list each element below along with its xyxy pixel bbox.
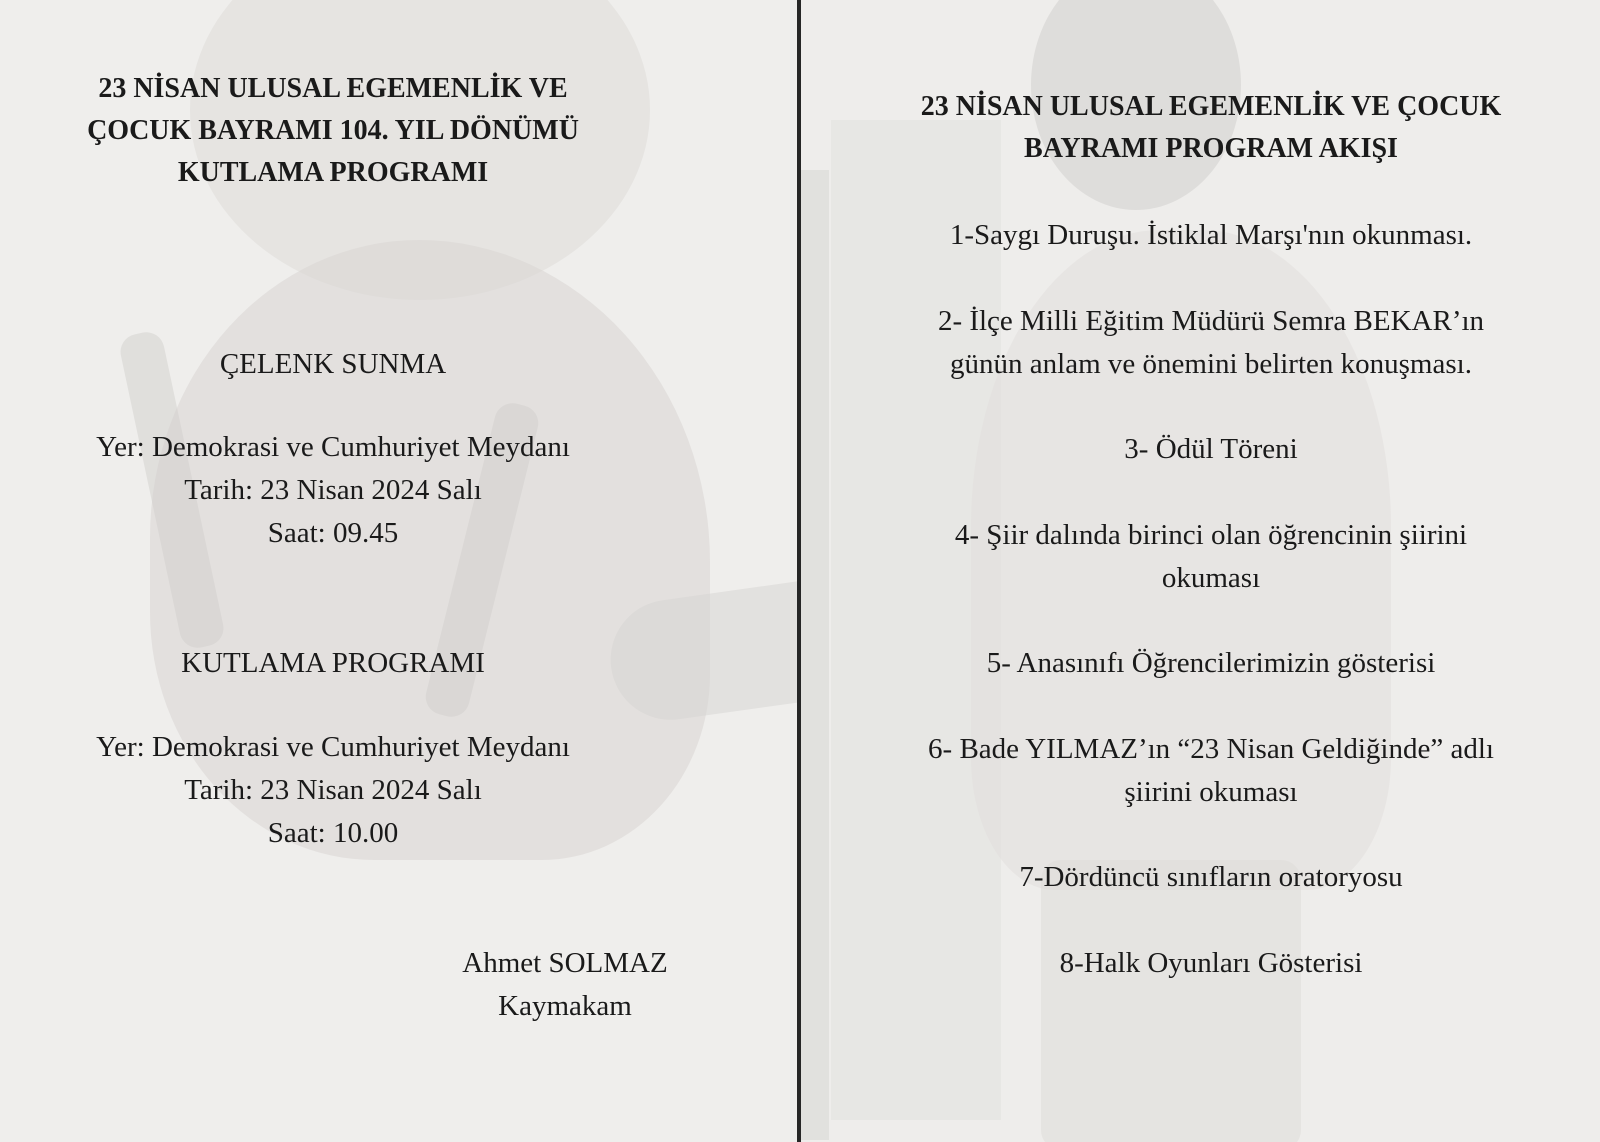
program-item-line: 1-Saygı Duruşu. İstiklal Marşı'nın okunması. xyxy=(949,219,1473,251)
celebration-time: Saat: 10.00 xyxy=(267,817,399,849)
program-title-line: ÇOCUK BAYRAMI 104. YIL DÖNÜMÜ xyxy=(87,115,579,146)
signature-name: Ahmet SOLMAZ xyxy=(462,947,668,979)
program-item-line: 7-Dördüncü sınıfların oratoryosu xyxy=(1019,861,1403,893)
program-item-6 xyxy=(841,728,1581,814)
program-item-8 xyxy=(841,942,1581,985)
program-item-5 xyxy=(841,642,1581,685)
program-title xyxy=(40,68,626,194)
program-item-line: 2- İlçe Milli Eğitim Müdürü Semra BEKAR’ın xyxy=(937,305,1485,337)
signature xyxy=(400,942,730,1028)
celebration-details xyxy=(40,726,626,855)
program-item-line: şiirini okuması xyxy=(1124,776,1298,808)
wreath-date: Tarih: 23 Nisan 2024 Salı xyxy=(184,474,482,506)
celebration-place: Yer: Demokrasi ve Cumhuriyet Meydanı xyxy=(96,731,570,763)
flow-title-line: BAYRAMI PROGRAM AKIŞI xyxy=(1024,133,1398,164)
program-item-line: 6- Bade YILMAZ’ın “23 Nisan Geldiğinde” adlı xyxy=(928,733,1494,765)
flow-title-line: 23 NİSAN ULUSAL EGEMENLİK VE ÇOCUK xyxy=(920,91,1502,122)
program-item-line: günün anlam ve önemini belirten konuşması. xyxy=(950,348,1472,380)
program-item-1 xyxy=(841,214,1581,257)
program-item-2 xyxy=(841,300,1581,386)
background-photo-doorframe xyxy=(801,170,829,1140)
program-item-4 xyxy=(841,514,1581,600)
wreath-heading: ÇELENK SUNMA xyxy=(219,348,447,380)
right-panel xyxy=(801,0,1600,1142)
celebration-heading: KUTLAMA PROGRAMI xyxy=(181,647,485,679)
program-item-7 xyxy=(841,856,1581,899)
wreath-time: Saat: 09.45 xyxy=(267,517,399,549)
program-title-line: KUTLAMA PROGRAMI xyxy=(177,157,489,188)
program-item-line: okuması xyxy=(1161,562,1261,594)
wreath-place: Yer: Demokrasi ve Cumhuriyet Meydanı xyxy=(96,431,570,463)
program-item-line: 4- Şiir dalında birinci olan öğrencinin şiirini xyxy=(954,519,1468,551)
signature-title: Kaymakam xyxy=(498,990,632,1022)
program-item-line: 5- Anasınıfı Öğrencilerimizin gösterisi xyxy=(986,647,1436,679)
program-item-3 xyxy=(841,428,1581,471)
flow-title xyxy=(861,86,1561,170)
program-item-line: 3- Ödül Töreni xyxy=(1124,433,1298,465)
background-photo-legs xyxy=(1041,860,1301,1142)
program-item-line: 8-Halk Oyunları Gösterisi xyxy=(1059,947,1363,979)
celebration-date: Tarih: 23 Nisan 2024 Salı xyxy=(184,774,482,806)
wreath-details xyxy=(40,426,626,555)
program-title-line: 23 NİSAN ULUSAL EGEMENLİK VE xyxy=(98,73,568,104)
left-panel xyxy=(0,0,798,1142)
